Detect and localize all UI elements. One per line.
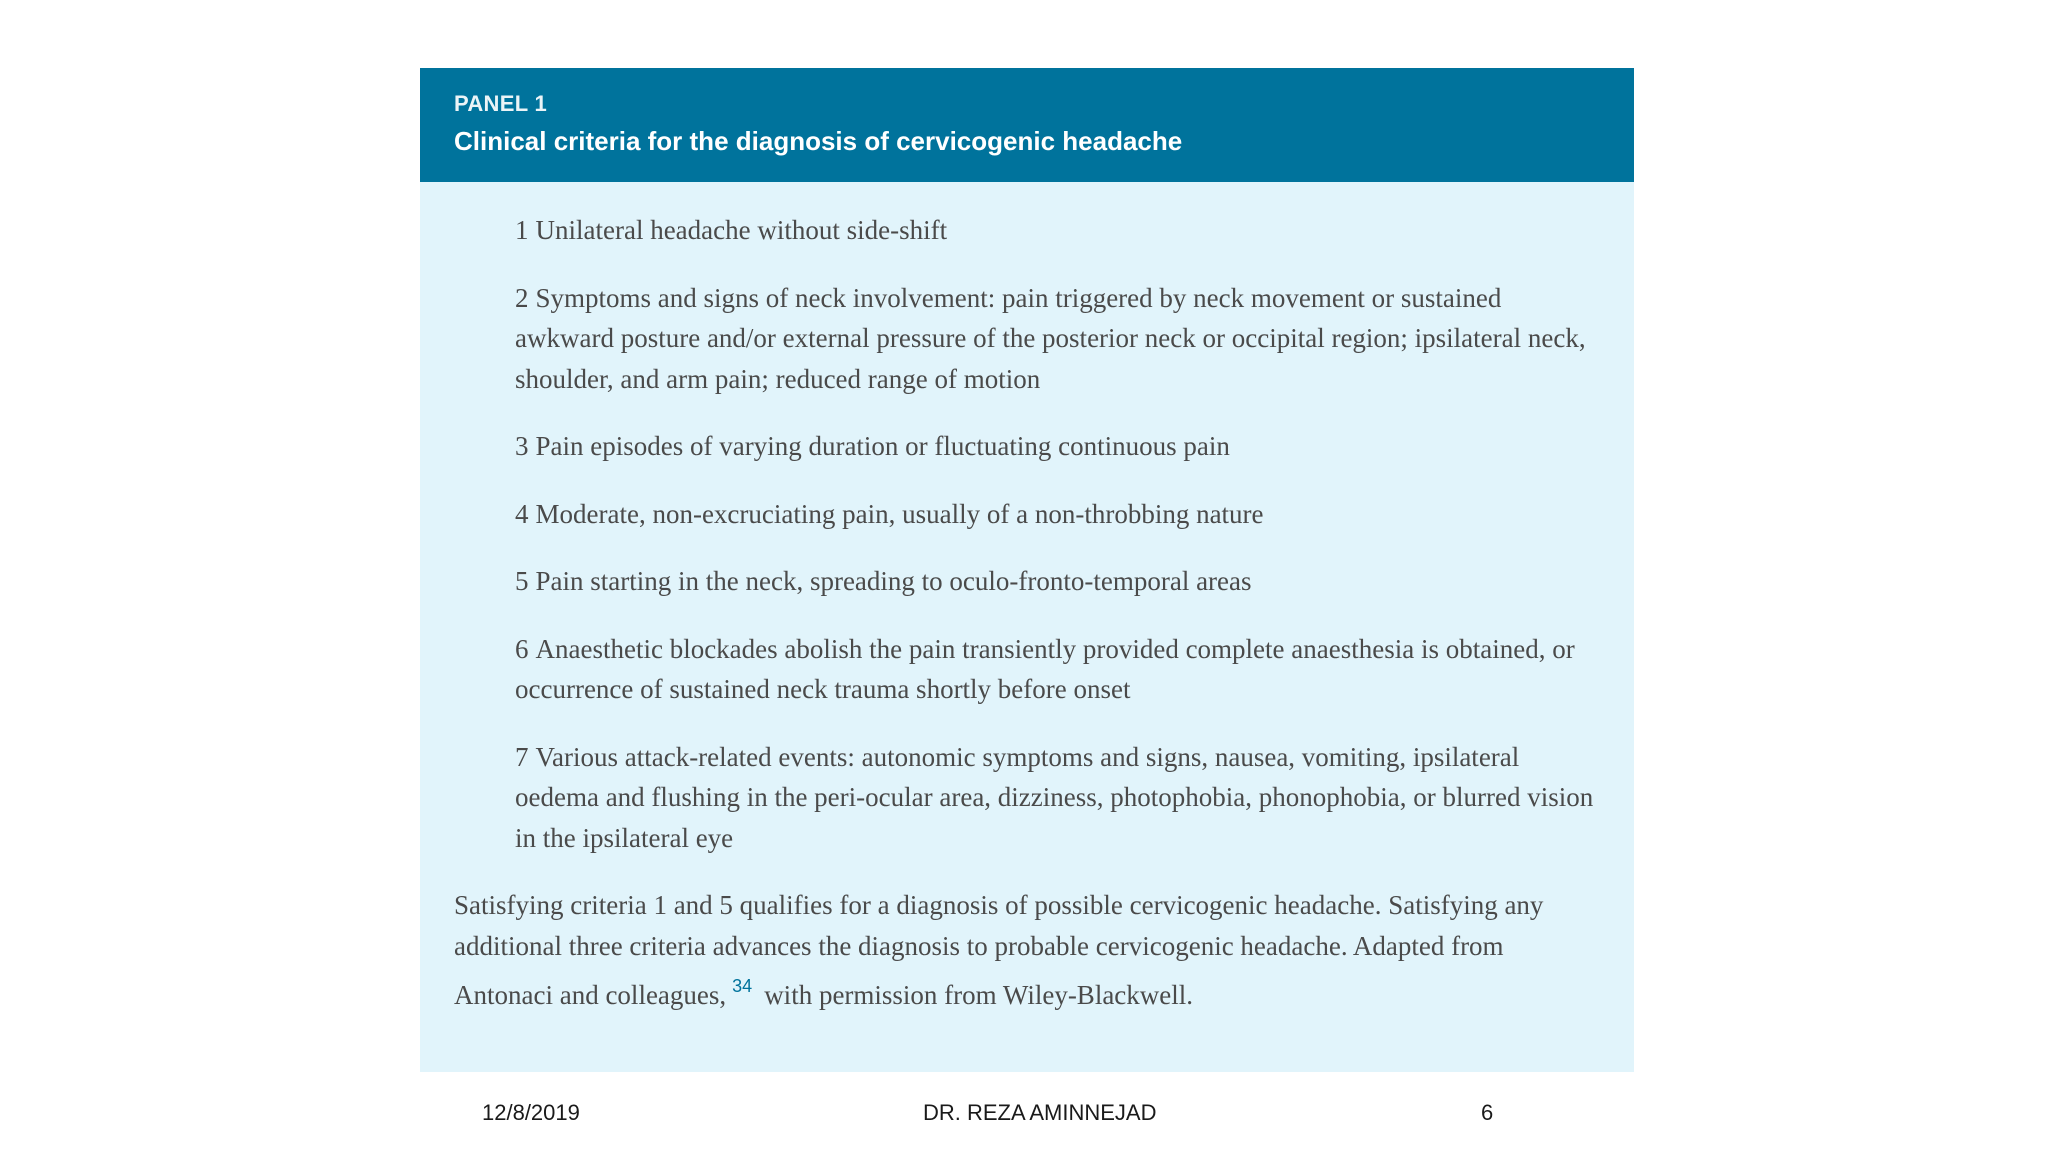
criterion-item (515, 629, 1600, 710)
criteria-summary (454, 885, 1600, 1016)
criterion-text: Symptoms and signs of neck involvement: pain triggered by neck movement or sustained awkward posture and/or external pressure of the posterior neck or occipital region; ipsilateral neck, shoulder, and arm pain; reduced range of motion (515, 282, 1586, 394)
criterion-item (515, 494, 1600, 535)
criteria-panel (420, 68, 1634, 1072)
footer-date: 12/8/2019 (482, 1100, 580, 1125)
criterion-text: Moderate, non-excruciating pain, usually of a non-throbbing nature (535, 498, 1264, 529)
criterion-number: 6 (515, 633, 529, 664)
panel-label: PANEL 1 (454, 91, 547, 116)
criterion-number: 1 (515, 215, 529, 245)
panel-body (420, 182, 1634, 1016)
footer-author: DR. REZA AMINNEJAD (923, 1100, 1157, 1125)
criterion-text: Unilateral headache without side-shift (535, 215, 948, 245)
reference-link[interactable]: 34 (732, 976, 753, 996)
panel-title: Clinical criteria for the diagnosis of cervicogenic headache (454, 126, 1183, 156)
summary-text: Satisfying criteria 1 and 5 qualifies for a diagnosis of possible cervicogenic headache. Satisfying any additional three criteria advances the diagnosis to probable cervicogenic headache. Adapted from Antonaci and colleagues, (454, 890, 1544, 1010)
criterion-number: 4 (515, 498, 529, 529)
criterion-number: 5 (515, 566, 529, 596)
criterion-number: 3 (515, 431, 529, 461)
criteria-list (454, 210, 1600, 858)
criterion-number: 7 (515, 741, 529, 772)
criterion-text: Pain episodes of varying duration or fluctuating continuous pain (535, 431, 1230, 461)
footer-page-number: 6 (1481, 1100, 1494, 1125)
criterion-item (515, 278, 1600, 400)
criterion-item (515, 737, 1600, 859)
criterion-text: Various attack-related events: autonomic symptoms and signs, nausea, vomiting, ipsilateral oedema and flushing in the peri-ocular area, dizziness, photophobia, phonophobia, or blurred vision in the ipsilateral eye (515, 741, 1594, 853)
criterion-item (515, 210, 1600, 251)
summary-text-end: with permission from Wiley-Blackwell. (764, 980, 1194, 1010)
criterion-text: Anaesthetic blockades abolish the pain transiently provided complete anaesthesia is obtained, or occurrence of sustained neck trauma shortly before onset (515, 633, 1575, 704)
criterion-item (515, 426, 1600, 467)
criterion-number: 2 (515, 282, 529, 313)
criterion-text: Pain starting in the neck, spreading to oculo-fronto-temporal areas (535, 566, 1252, 596)
panel-header (420, 68, 1634, 182)
criterion-item (515, 561, 1600, 602)
